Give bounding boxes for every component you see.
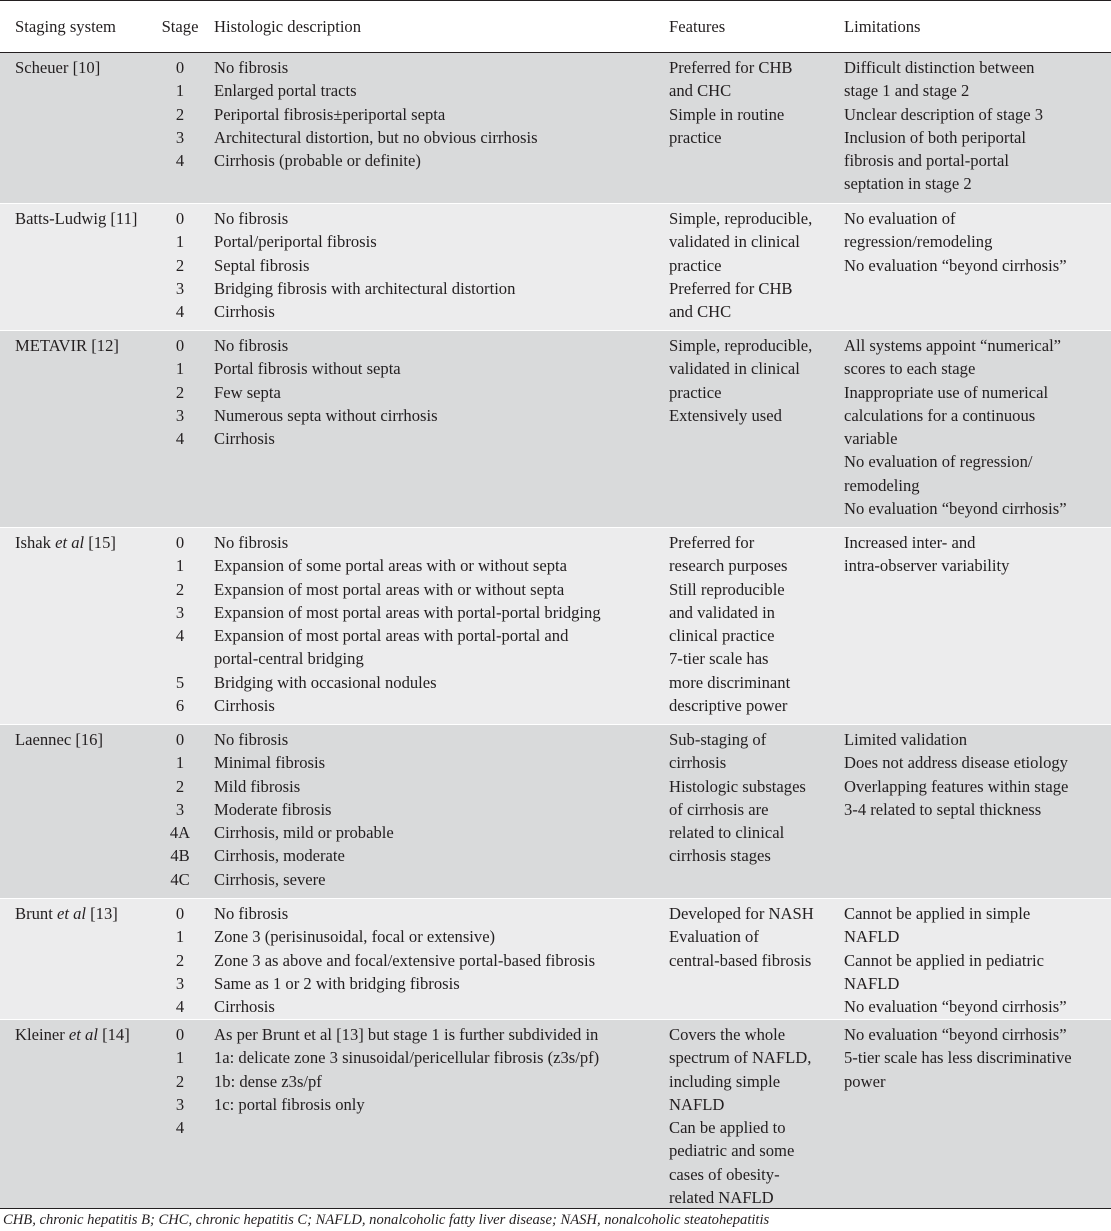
histologic-description: No fibrosis Expansion of some portal areas with or without septa Expansion of most portal areas with or without septa Expansion of most portal areas with portal-portal bridging Expansion of most portal areas with portal-portal and portal-central bridging Bridging with occasional nodules Cirrhosis (214, 533, 601, 716)
stage-list: 0 1 2 3 4 (175, 58, 185, 171)
limitations: No evaluation of regression/remodeling No evaluation “beyond cirrhosis” (844, 209, 1067, 275)
histologic-description: No fibrosis Zone 3 (perisinusoidal, focal or extensive) Zone 3 as above and focal/extensive portal-based fibrosis Same as 1 or 2 with bridging fibrosis Cirrhosis (214, 904, 596, 1017)
staging-system-name: Scheuer [10] (15, 58, 101, 77)
histologic-description: No fibrosis Minimal fibrosis Mild fibrosis Moderate fibrosis Cirrhosis, mild or probable Cirrhosis, moderate Cirrhosis, severe (214, 730, 394, 889)
histologic-description: No fibrosis Portal fibrosis without septa Few septa Numerous septa without cirrhosis Cirrhosis (214, 336, 438, 449)
table-row-laennec (0, 725, 1111, 899)
features: Preferred for research purposes Still reproducible and validated in clinical practice 7-tier scale has more discriminant descriptive power (669, 533, 791, 716)
table-footnote: CHB, chronic hepatitis B; CHC, chronic hepatitis C; NAFLD, nonalcoholic fatty liver disease; NASH, nonalcoholic steatohepatitis (3, 1212, 770, 1228)
table-row-kleiner (0, 1020, 1111, 1209)
stage-list: 0 1 2 3 4 (175, 336, 185, 449)
features: Simple, reproducible, validated in clinical practice Preferred for CHB and CHC (669, 209, 813, 322)
stage-list: 0 1 2 3 4 (175, 209, 185, 322)
stage-list: 0 1 2 3 4 (175, 1025, 185, 1138)
staging-system-name: Laennec [16] (15, 730, 103, 749)
stage-list: 0 1 2 3 4 5 6 (175, 533, 185, 716)
header-histologic-description: Histologic description (214, 17, 362, 36)
histologic-description: No fibrosis Enlarged portal tracts Periportal fibrosis±periportal septa Architectural distortion, but no obvious cirrhosis Cirrhosis (probable or definite) (214, 58, 538, 171)
staging-system-name: METAVIR [12] (15, 336, 119, 355)
limitations: Limited validation Does not address disease etiology Overlapping features within stage 3-4 related to septal thickness (844, 730, 1069, 819)
staging-system-name: Kleiner et al [14] (15, 1025, 130, 1044)
header-features: Features (669, 17, 726, 36)
header-stage: Stage (161, 17, 199, 36)
limitations: Difficult distinction between stage 1 and stage 2 Unclear description of stage 3 Inclusion of both periportal fibrosis and portal-portal septation in stage 2 (844, 58, 1044, 194)
header-limitations: Limitations (844, 17, 921, 36)
table-row-batts-ludwig (0, 204, 1111, 331)
histologic-description: No fibrosis Portal/periportal fibrosis Septal fibrosis Bridging fibrosis with architectural distortion Cirrhosis (214, 209, 516, 322)
table-row-brunt (0, 899, 1111, 1020)
table-row-metavir (0, 331, 1111, 528)
features: Sub-staging of cirrhosis Histologic substages of cirrhosis are related to clinical cirrhosis stages (669, 730, 806, 866)
features: Developed for NASH Evaluation of central-based fibrosis (669, 904, 814, 970)
limitations: Cannot be applied in simple NAFLD Cannot be applied in pediatric NAFLD No evaluation “beyond cirrhosis” (844, 904, 1067, 1017)
table-row-scheuer (0, 53, 1111, 204)
limitations: All systems appoint “numerical” scores to each stage Inappropriate use of numerical calculations for a continuous variable No evaluation of regression/ remodeling No evaluation “beyond cirrhosis” (844, 336, 1067, 519)
table-row-ishak (0, 528, 1111, 725)
staging-system-name: Ishak et al [15] (15, 533, 116, 552)
limitations: Increased inter- and intra-observer variability (844, 533, 1010, 576)
header-staging-system: Staging system (15, 17, 116, 36)
limitations: No evaluation “beyond cirrhosis” 5-tier scale has less discriminative power (844, 1025, 1072, 1091)
histologic-description: As per Brunt et al [13] but stage 1 is further subdivided in 1a: delicate zone 3 sinusoidal/pericellular fibrosis (z3s/pf) 1b: dense z3s/pf 1c: portal fibrosis only (214, 1025, 600, 1114)
staging-system-name: Batts-Ludwig [11] (15, 209, 138, 228)
features: Covers the whole spectrum of NAFLD, including simple NAFLD Can be applied to pediatric and some cases of obesity- related NAFLD (669, 1025, 812, 1208)
table-header (0, 0, 1111, 53)
staging-system-name: Brunt et al [13] (15, 904, 118, 923)
stage-list: 0 1 2 3 4A 4B 4C (169, 730, 191, 889)
features: Simple, reproducible, validated in clinical practice Extensively used (669, 336, 813, 425)
stage-list: 0 1 2 3 4 (175, 904, 185, 1017)
features: Preferred for CHB and CHC Simple in routine practice (669, 58, 793, 147)
